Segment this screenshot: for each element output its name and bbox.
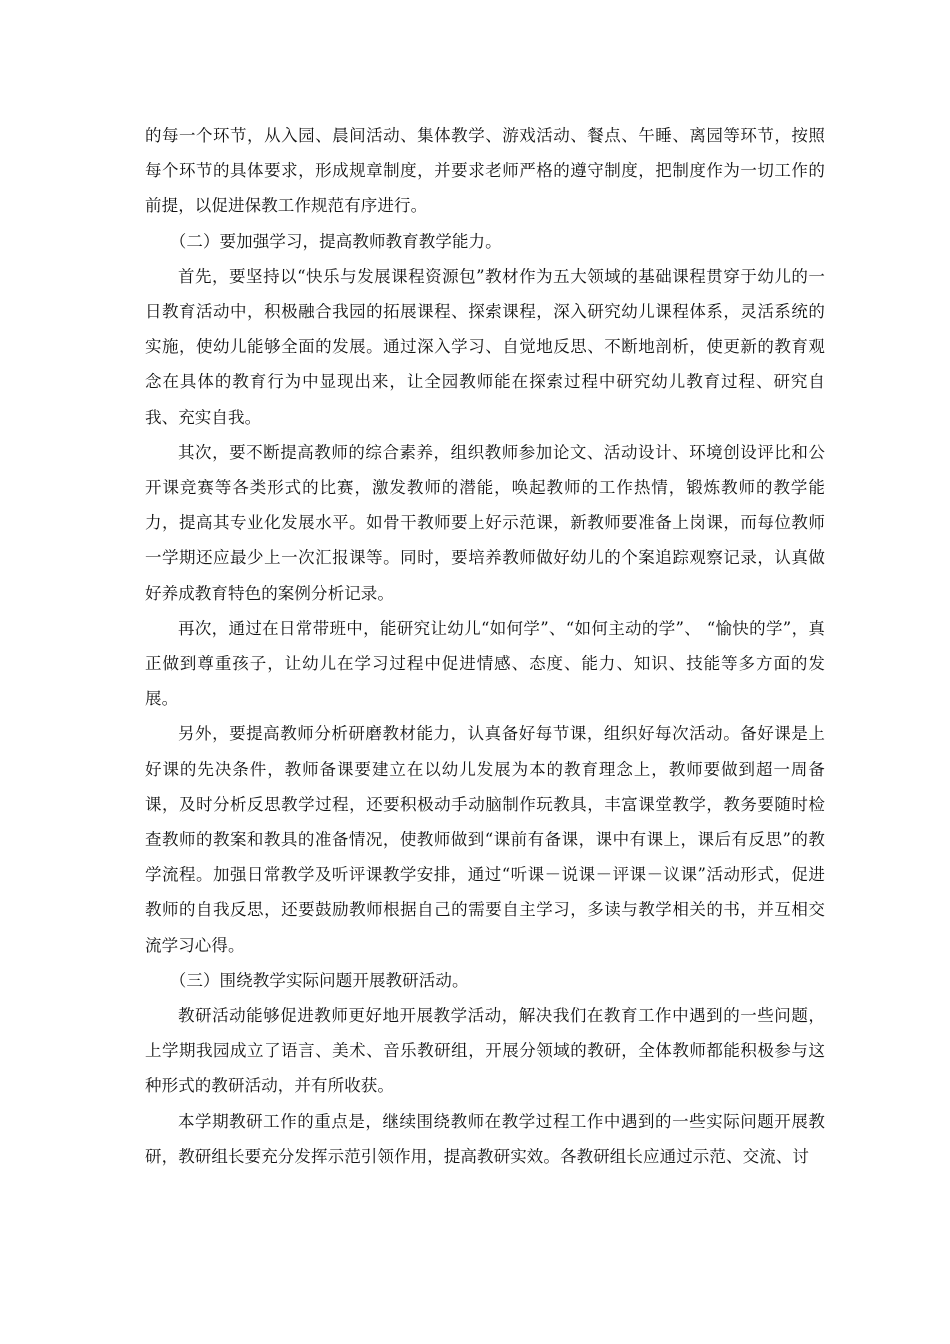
paragraph-additionally: 另外，要提高教师分析研磨教材能力，认真备好每节课，组织好每次活动。备好课是上好课的先决条件，教师备课要建立在以幼儿发展为本的教育理念上，教师要做到超一周备课，及时分析反思教学过程，还要积极动手动脑制作玩教具，丰富课堂教学，教务要随时检查教师的教案和教具的准备情况，使教师做到“课前有备课，课中有课上，课后有反思”的教学流程。加强日常教学及听评课教学安排，通过“听课－说课－评课－议课”活动形式，促进教师的自我反思，还要鼓励教师根据自己的需要自主学习，多读与教学相关的书，并互相交流学习心得。 bbox=[145, 724, 825, 955]
paragraph-thirdly: 再次，通过在日常带班中，能研究让幼儿“如何学”、“如何主动的学”、 “愉快的学”，真正做到尊重孩子，让幼儿在学习过程中促进情感、态度、能力、知识、技能等多方面的发展。 bbox=[145, 618, 825, 709]
paragraph-continued: 的每一个环节，从入园、晨间活动、集体教学、游戏活动、餐点、午睡、离园等环节，按照每个环节的具体要求，形成规章制度，并要求老师严格的遵守制度，把制度作为一切工作的前提，以促进保教工作规范有序进行。 bbox=[145, 126, 825, 216]
paragraph-research-activities: 教研活动能够促进教师更好地开展教学活动，解决我们在教育工作中遇到的一些问题，上学期我园成立了语言、美术、音乐教研组，开展分领域的教研，全体教师都能积极参与这种形式的教研活动，并有所收获。 bbox=[145, 1006, 825, 1096]
paragraph-secondly: 其次，要不断提高教师的综合素养，组织教师参加论文、活动设计、环境创设评比和公开课竞赛等各类形式的比赛，激发教师的潜能，唤起教师的工作热情，锻炼教师的教学能力，提高其专业化发展水平。如骨干教师要上好示范课，新教师要准备上岗课，而每位教师一学期还应最少上一次汇报课等。同时，要培养教师做好幼儿的个案追踪观察记录，认真做好养成教育特色的案例分析记录。 bbox=[145, 442, 825, 603]
section-heading-two: （二）要加强学习，提高教师教育教学能力。 bbox=[169, 231, 502, 251]
paragraph-firstly: 首先，要坚持以“快乐与发展课程资源包”教材作为五大领域的基础课程贯穿于幼儿的一日教育活动中，积极融合我园的拓展课程、探索课程，深入研究幼儿课程体系，灵活系统的实施，使幼儿能够全面的发展。通过深入学习、自觉地反思、不断地剖析，使更新的教育观念在具体的教育行为中显现出来，让全园教师能在探索过程中研究幼儿教育过程、研究自我、充实自我。 bbox=[145, 266, 825, 427]
section-heading-three: （三）围绕教学实际问题开展教研活动。 bbox=[169, 970, 469, 990]
document-body bbox=[145, 118, 825, 1174]
paragraph-semester-focus: 本学期教研工作的重点是，继续围绕教师在教学过程工作中遇到的一些实际问题开展教研，教研组长要充分发挥示范引领作用，提高教研实效。各教研组长应通过示范、交流、讨 bbox=[145, 1111, 825, 1166]
